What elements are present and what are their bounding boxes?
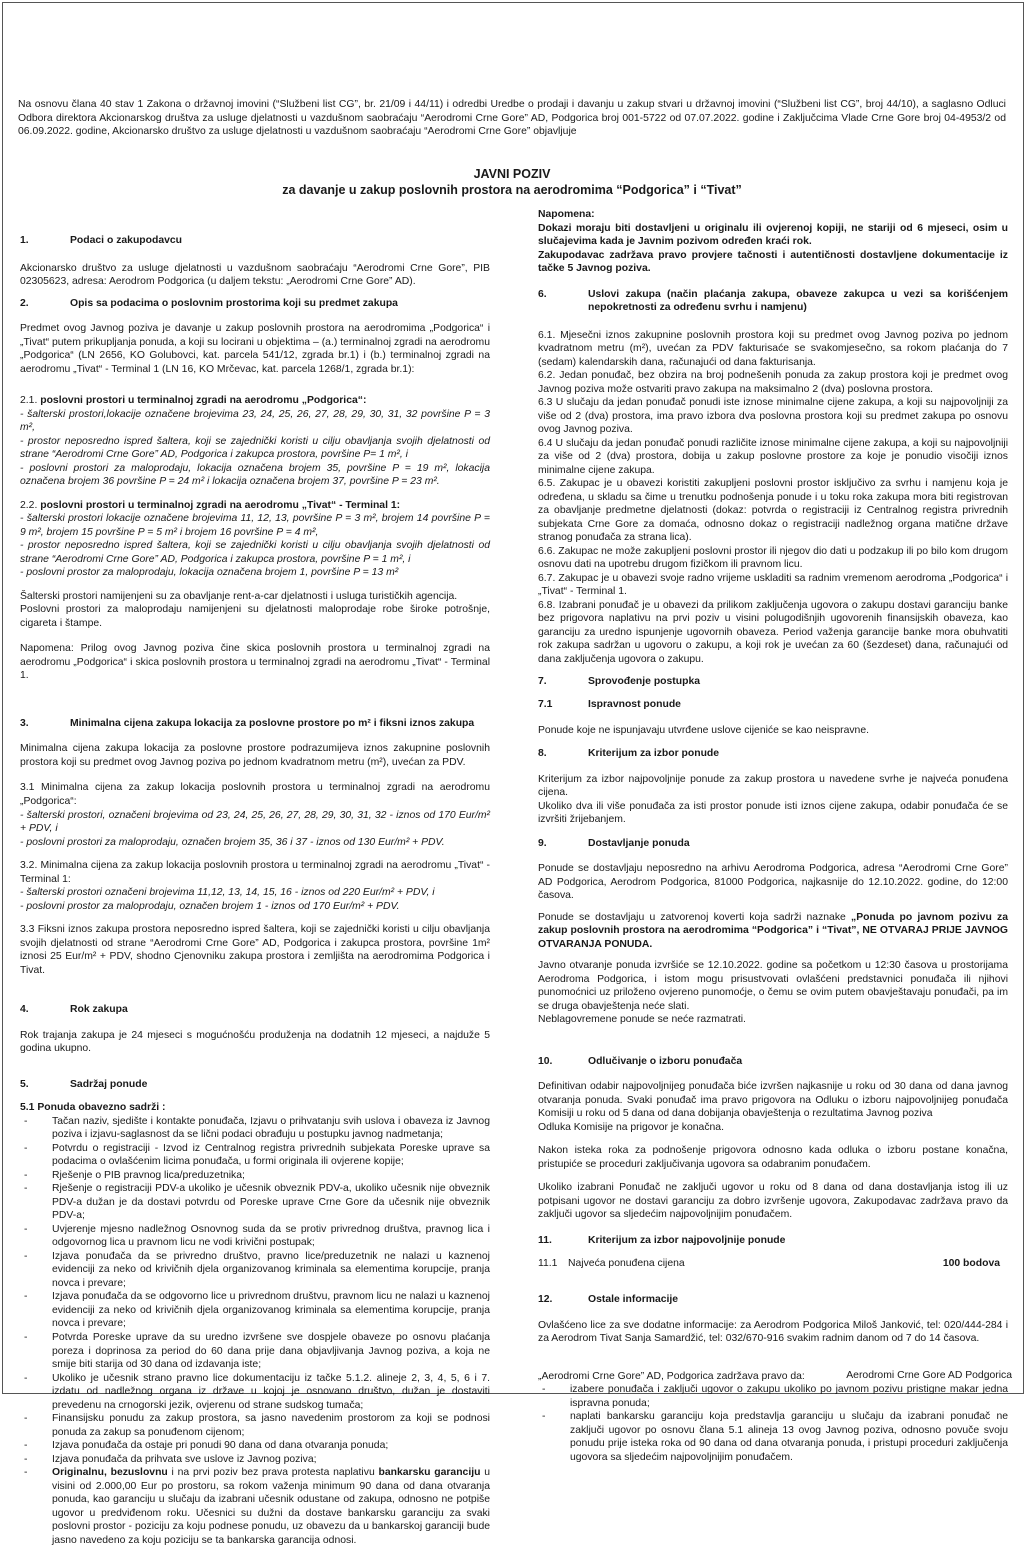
list-item — [538, 1383, 1008, 1410]
section-6-list — [538, 329, 1008, 667]
list-dash: - — [24, 1372, 28, 1384]
list-item-text: Rješenje o PIB pravnog lica/preduzetnika; — [52, 1169, 245, 1181]
criteria-number: 11.1 — [538, 1258, 558, 1270]
list-dash: - — [24, 1332, 28, 1343]
section-2-napomena: Napomena: Prilog ovog Javnog poziva čine skica poslovnih prostora u terminalnoj zgradi na aerodromu „Podgorica“ i skica poslovnih prostora u terminalnoj zgradi na aerodromu „Tivat“ - Terminal 1. — [20, 643, 490, 682]
list-item-text: Finansijsku ponudu za zakup prostora, sa jasno navedenim prostorom za koji se podnosi ponuda za zakup sa ponuđenom cijenom; — [52, 1413, 490, 1438]
title-block — [18, 166, 1006, 199]
list-item-text: Izjava ponuđača da ostaje pri ponudi 90 dana od dana otvaranja ponuda; — [52, 1440, 389, 1452]
section-title: Odlučivanje o izboru ponuđača — [588, 1055, 743, 1067]
list-dash: - — [24, 1169, 28, 1181]
signature: Aerodromi Crne Gore AD Podgorica — [846, 1370, 1012, 1381]
criteria-row — [538, 1257, 1008, 1271]
condition-item: 6.3 U slučaju da jedan ponuđač ponudi iste iznose minimalne cijene zakupa, a koji su najpovoljniji za više od 2 (dva) prostora, ima pravo izbora dva poslovna prostora koji su predmet zakupa po osnovu ovog Javnog poziva. — [538, 397, 1008, 436]
section-number: 11. — [538, 1234, 552, 1246]
list-item-text: Izjava ponuđača da se odgovorno lice u privrednom društvu, pravnom licu ne nalazi u kaznenoj evidenciji za neko od krivičnih djela organizovanog kriminala sa elementima korupcije, pranja novca i prevare; — [52, 1291, 490, 1330]
list-line: - prostor neposredno ispred šaltera, koji se zajednički koristi u cilju obavljanja svojih djelatnosti od strane “Aerodromi Crne Gore” AD, Podgorica i zakupca prostora, površine P= 1 m², i — [20, 435, 490, 461]
list-line: - poslovni prostori za maloprodaju, označen brojem 35, 36 i 37 - iznos od 130 Eur/m² + PDV. — [20, 836, 445, 848]
subsection-heading: 3.1 Minimalna cijena za zakup lokacija poslovnih prostora u terminalnoj zgradi na aerodromu „Podgorica“: — [20, 782, 490, 807]
list-dash: - — [24, 1453, 28, 1465]
list-line: - poslovni prostor za maloprodaju, označen brojem 1 - iznos od 170 Eur/m² + PDV. — [20, 900, 400, 912]
list-line: - prostor neposredno ispred šaltera, koji se zajednički koristi u cilju obavljanja svojih djelatnosti od strane “Aerodromi Crne Gore” AD, Podgorica i zakupca prostora, površine P = 1 m², i — [20, 540, 490, 565]
section-3-text: Minimalna cijena zakupa lokacija za poslovne prostore podrazumijeva iznos zakupnine poslovnih prostora koji su predmet ovog Javnog poziva po jednom kvadratnom metru (m²), uvećan za PDV. — [20, 743, 490, 768]
section-4-text: Rok trajanja zakupa je 24 mjeseci s mogućnošću produženja na dodatnih 12 mjeseci, a najduže 5 godina ukupno. — [20, 1029, 490, 1055]
section-number: 8. — [538, 748, 547, 760]
section-2-note-1: Šalterski prostori namijenjeni su za obavljanje rent-a-car djelatnosti i usluga turističkih agencija. — [20, 590, 458, 602]
section-8-heading — [538, 747, 1008, 761]
section-number: 1. — [20, 235, 29, 246]
section-1-text: Akcionarsko društvo za usluge djelatnosti u vazdušnom saobraćaju “Aerodromi Crne Gore”, PIB 02305623, adresa: Aerodrom Podgorica (u daljem tekstu: „Aerodromi Crne Gore” AD). — [20, 262, 490, 288]
list-item-text: Potvrdu o registraciji - Izvod iz Centralnog registra privrednih subjekata Poreske uprave sa podacima o ovlašćenim licima ponuđača, u formi originala ili ovjerene kopije; — [52, 1142, 490, 1168]
list-item-text: izabere ponuđača i zaključi ugovor o zakupu ukoliko po javnom pozivu pristigne makar jedna ispravna ponuda; — [570, 1384, 1008, 1409]
section-9-text: Neblagovremene ponude se neće razmatrati. — [538, 1014, 746, 1026]
section-number: 2. — [20, 297, 29, 309]
subsection-5-1-title: 5.1 Ponuda obavezno sadrži : — [20, 1102, 166, 1114]
left-column — [20, 208, 490, 1553]
napomena-text: Dokazi moraju biti dostavljeni u originalu ili ovjerenoj kopiji, ne stariji od 6 mjeseci, osim u slučajevima kada je Javnim pozivom određen kraći rok. — [538, 222, 1008, 248]
section-2-1 — [20, 394, 490, 489]
list-item — [20, 1453, 490, 1467]
section-9-text: Ponude se dostavljaju neposredno na arhivu Aerodroma Podgorica, adresa “Aerodromi Crne Gore” AD Podgorica, Aerodrom Podgorica, 81000 Podgorica, najkasnije do 12.10.2022. godine, do 12:00 časova. — [538, 863, 1008, 902]
condition-item: 6.8. Izabrani ponuđač je u obavezi da prilikom zaključenja ugovora o zakupu dostavi garanciju banke bez prigovora naplativu na prvi poziv u visini polugodišnjih ugovorenih finansijskih obaveza, kao garanciju za uredno ispunjenje ugovornih obaveza. Period važenja garancije banke mora obuhvatiti rok zakupa sadržan u ugovoru o zakupu, a koji rok je uvećan za 60 (šezdeset) dana, računajući od dana zaključenja ugovora o zakupu. — [538, 599, 1008, 665]
section-1-heading — [20, 234, 490, 248]
criteria-points: 100 bodova — [942, 1258, 1000, 1270]
list-line: - poslovni prostor za maloprodaju, lokacija označena brojem 1, površine P = 13 m² — [20, 567, 399, 579]
section-5-heading — [20, 1078, 490, 1092]
section-number: 4. — [20, 1004, 29, 1016]
list-item-text: Rješenje o registraciji PDV-a ukoliko je učesnik obveznik PDV-a, ukoliko učesnik nije obveznik PDV-a dužan je da dostavi potvrdu od Poreske uprave Crne Gore da učesnik nije obveznik PDV-a; — [52, 1183, 490, 1222]
list-item — [20, 1182, 490, 1223]
list-item-text: Tačan naziv, sjedište i kontakte ponuđača, Izjavu o prihvatanju svih uslova i obaveza iz Javnog poziva i izjavu-saglasnost da se lični podaci obrađuju u postupku javnog nadmetanja; — [52, 1115, 490, 1141]
section-title: Ispravnost ponude — [588, 699, 681, 711]
list-dash: - — [24, 1413, 28, 1425]
list-item — [20, 1223, 490, 1250]
napomena-text: Zakupodavac zadržava pravo provjere tačnosti i autentičnosti dostavljene dokumentacije iz tačke 5 Javnog poziva. — [538, 249, 1008, 275]
list-line: - poslovni prostori za maloprodaju, lokacija označena brojem 35, površine P = 19 m², lokacija označena brojem 36 površine P = 24 m² i lokacija označena brojem 37, površine P = 23 m². — [20, 462, 490, 488]
section-9-text — [538, 911, 1008, 952]
section-8-text: Kriterijum za izbor najpovoljnije ponude za zakup prostora u navedene svrhe je najveća ponuđena cijena. — [538, 773, 1008, 799]
emphasis: Originalnu, bezuslovnu — [52, 1467, 168, 1479]
section-title: Minimalna cijena zakupa lokacija za poslovne prostore po m² i fiksni iznos zakupa — [70, 717, 475, 729]
text: u visini od 2.000,00 Eur po prostoru, sa rokom važenja minimum 90 dana od dana otvaranja ponuda, kao garanciju u slučaju da izabrani učesnik odustane od zakupa, odnosno ne potpiše ugovor u predviđenom roku. Učesnici su dužni da dostave bankarsku garanciju za svaki poslovni prostor - poziciju za koju podnese ponudu, uz obavezu da u bankarskoj garanciji bude jasno navedeno za koju poziciju se ta bankarska garancija odnosi. — [52, 1467, 491, 1546]
section-title: Podaci o zakupodavcu — [70, 235, 183, 246]
section-number: 3. — [20, 717, 29, 729]
emphasis: bankarsku garanciju — [378, 1467, 481, 1479]
list-dash: - — [24, 1223, 28, 1235]
list-dash: - — [542, 1384, 546, 1396]
section-5-1-list — [20, 1115, 490, 1466]
section-9-heading — [538, 837, 1008, 851]
section-title: Rok zakupa — [70, 1004, 128, 1016]
section-10-text: Nakon isteka roka za podnošenje prigovora odnosno kada odluka o izboru postane konačna, pristupiće se proceduri zaključivanja ugovora sa odabranim ponuđačem. — [538, 1145, 1008, 1170]
list-dash: - — [24, 1467, 28, 1479]
list-item — [20, 1439, 490, 1453]
list-line: - šalterski prostori,lokacije označene brojevima 23, 24, 25, 26, 27, 28, 29, 30, 31, 32 površine P = 3 m², — [20, 408, 490, 434]
subsection-title: poslovni prostori u terminalnoj zgradi na aerodromu „Podgorica“: — [40, 395, 367, 407]
section-number: 10. — [538, 1055, 553, 1067]
section-title: Opis sa podacima o poslovnim prostorima koji su predmet zakupa — [70, 297, 398, 309]
section-title: Dostavljanje ponuda — [588, 837, 690, 849]
document-title: JAVNI POZIV — [473, 167, 551, 181]
section-7-1-text: Ponude koje ne ispunjavaju utvrđene uslove cijeniće se kao neispravne. — [538, 724, 869, 736]
emphasis: „Ponuda po javnom pozivu za zakup poslovnih prostora na aerodromima “Podgorica” i “Tivat”, NE OTVARAJ PRIJE JAVNOG OTVARANJA PONUDA. — [538, 911, 1008, 950]
section-title: Sadržaj ponude — [70, 1078, 148, 1090]
list-item — [20, 1250, 490, 1291]
section-12-list — [538, 1383, 1008, 1464]
section-2-text: Predmet ovog Javnog poziva je davanje u zakup poslovnih prostora na aerodromima „Podgorica“ i „Tivat“ putem prikupljanja ponuda, a koji su locirani u objektima – (a.) terminalnoj zgradi na aerodromu „Podgorica“ (LN 2656, KO Golubovci, kat. parcela 541/12, zgrada br.1) i (b.) terminalnoj zgradi na aerodromu „Tivat“ - Terminal 1 (LN 16, KO Mrčevac, kat. parcela 1268/1, zgrada br.1): — [20, 323, 490, 375]
condition-item: 6.2. Jedan ponuđač, bez obzira na broj podnešenih ponuda za zakup prostora koji je predmet ovog Javnog poziva može ostvariti pravo zakupa na maksimalno 2 (dva) poslovna prostora. — [538, 370, 1008, 395]
section-10-heading — [538, 1055, 1008, 1069]
condition-item: 6.7. Zakupac je u obavezi svoje radno vrijeme uskladiti sa radnim vremenom aerodroma „Podgorica“ i „Tivat“ - Terminal 1. — [538, 572, 1008, 598]
condition-item: 6.4 U slučaju da jedan ponuđač ponudi različite iznose minimalne cijene zakupa, a koji su najpovoljniji za više od 2 (dva) prostora, dobija u zakup poslovne prostore za koje je ponudio visočiji iznos minimalne cijene zakupa. — [538, 437, 1008, 476]
list-item — [20, 1331, 490, 1372]
section-title: Sprovođenje postupka — [588, 675, 701, 687]
text: Ponude se dostavljaju u zatvorenoj koverti koja sadrži naznake — [538, 911, 851, 923]
subsection-number: 2.2. — [20, 499, 41, 511]
list-line: - šalterski prostori, označeni brojevima od 23, 24, 25, 26, 27, 28, 29, 30, 31, 32 - iznos od 170 Eur/m² + PDV, i — [20, 809, 490, 835]
section-2-heading — [20, 297, 490, 311]
section-number: 12. — [538, 1294, 553, 1305]
section-3-2 — [20, 859, 490, 913]
list-dash: - — [542, 1411, 546, 1423]
criteria-label: Najveća ponuđena cijena — [568, 1258, 685, 1270]
napomena-title: Napomena: — [538, 209, 595, 220]
list-item — [20, 1412, 490, 1439]
list-line: - šalterski prostori označeni brojevima 11,12, 13, 14, 15, 16 - iznos od 220 Eur/m² + PDV, i — [20, 887, 435, 899]
list-dash: - — [24, 1250, 28, 1262]
list-item-text: Potvrda Poreske uprave da su uredno izvršene sve dospjele obaveze po osnovu plaćanja poreza i doprinosa za period do 60 dana prije dana objavljivanja Javnog poziva, a koja ne smije biti starija od 30 dana od izdavanja iste; — [52, 1332, 490, 1371]
section-number: 7. — [538, 675, 547, 687]
section-12-text: Ovlašćeno lice za sve dodatne informacije: za Aerodrom Podgorica Miloš Janković, tel: 020/444-284 i za Aerodrom Tivat Sanja Samardžić, tel: 032/670-916 svakim radnim danom od 7 do 14 časova. — [538, 1319, 1008, 1345]
section-10-text: Definitivan odabir najpovoljnijeg ponuđača biće izvršen najkasnije u roku od 30 dana od dana javnog otvaranja ponuda. Svaki ponuđač ima pravo prigovora na Odluku o izboru najpovoljnijeg ponuđača Komisiji u roku od 5 dana od dana dobijanja obavještenja o rezultatima Javnog poziva — [538, 1081, 1008, 1120]
section-12-heading — [538, 1293, 1008, 1307]
section-7-1-heading — [538, 698, 1008, 712]
list-line: - šalterski prostori lokacije označene brojevima 11, 12, 13, površine P = 3 m², brojem 14 površine P = 9 m², brojem 15 površine P = 5 m² i brojem 16 površine P = 4 m², — [20, 513, 490, 538]
list-item — [20, 1115, 490, 1142]
section-title: Kriterijum za izbor najpovoljnije ponude — [588, 1234, 786, 1246]
list-dash: - — [24, 1440, 28, 1452]
list-item — [20, 1142, 490, 1169]
condition-item: 6.6. Zakupac ne može zakupljeni poslovni prostor ili njegov dio dati u podzakup ili po bilo kom drugom osnovu dati na upotrebu drugom fizičkom ili pravnom licu. — [538, 545, 1008, 571]
list-dash: - — [24, 1291, 28, 1303]
list-item-text: Ukoliko je učesnik strano pravno lice dokumentaciju iz tačke 5.1.2. alineje 2, 3, 4, 5, 6 i 7. izdatu od nadležnog organa iz države u kojoj je osnovano društvo, dužan je dostaviti prevedenu na crnogorski jezik, ovjerenu od strane sudskog tumača; — [52, 1372, 490, 1411]
section-number: 5. — [20, 1078, 29, 1090]
condition-item: 6.1. Mjesečni iznos zakupnine poslovnih prostora koji su predmet ovog Javnog poziva po jednom kvadratnom metru (m²), uvećan za PDV fakturisaće se svakomjesečno, sa rokom plaćanja do 7 (sedam) kalendarskih dana, računajući od dana fakturisanja. — [538, 329, 1008, 368]
intro-paragraph: Na osnovu člana 40 stav 1 Zakona o državnoj imovini (“Službeni list CG”, br. 21/09 i 44/11) i odredbi Uredbe o prodaji i davanju u zakup stvari u državnoj imovini (“Službeni list CG”, broj 44/10), a saglasno Odluci Odbora direktora Akcionarskog društva za usluge djelatnosti u vazdušnom saobraćaju “Aerodromi Crne Gore” AD, Podgorica broj 001-5722 od 07.07.2022. godine i Zaključcima Vlade Crne Gore broj 04-4953/2 od 06.09.2022. godine, Akcionarsko društvo za usluge djelatnosti u vazdušnom saobraćaju “Aerodromi Crne Gore” objavljuje — [18, 99, 1006, 138]
section-4-heading — [20, 1003, 490, 1017]
section-title: Kriterijum za izbor ponude — [588, 748, 720, 760]
section-number: 9. — [538, 837, 547, 849]
list-item — [538, 1410, 1008, 1464]
section-3-1 — [20, 781, 490, 849]
list-item — [20, 1169, 490, 1183]
section-number: 7.1 — [538, 699, 553, 711]
section-7-heading — [538, 675, 1008, 689]
subsection-number: 2.1. — [20, 395, 41, 407]
section-12-rights: „Aerodromi Crne Gore” AD, Podgorica zadržava pravo da: — [538, 1370, 805, 1382]
list-dash: - — [24, 1115, 28, 1127]
document-subtitle: za davanje u zakup poslovnih prostora na aerodromima “Podgorica” i “Tivat” — [282, 183, 742, 198]
list-item-text: Uvjerenje mjesno nadležnog Osnovnog suda da se protiv privrednog društva, pravnog lica i odgovornog lica u pravnom licu ne vodi krivični postupak; — [52, 1223, 490, 1249]
section-title: Uslovi zakupa (način plaćanja zakupa, obaveze zakupca u vezi sa korišćenjem nepokretnosti za određenu svrhu i namjenu) — [588, 288, 1008, 314]
section-10-text: Ukoliko izabrani Ponuđač ne zaključi ugovor u roku od 8 dana od dana dostavljanja istog ili uz potpisani ugovor ne dostavi garanciju za dobro izvršenje ugovora, Zakupodavac zadržava pravo da zaključi ugovor sa sljedećim najpovoljnijim ponuđačem. — [538, 1182, 1008, 1221]
condition-item: 6.5. Zakupac je u obavezi koristiti zakupljeni poslovni prostor isključivo za svrhu i namjenu koja je određena, u skladu sa čime u trenutku podnošenja ponude i u toku roka zakupa mora biti registrovan za obavljanje predmetne djelatnosti (dokaz: potvrda o registraciji iz Centralnog registra privrednih subjekata Crne Gore za domaća, odnosno dokaz o registraciji nadležnog organa matične države stranog ponuđača za strana lica). — [538, 478, 1008, 544]
right-column — [538, 208, 1008, 1470]
section-11-heading — [538, 1234, 1008, 1248]
list-dash: - — [24, 1142, 28, 1154]
section-title: Ostale informacije — [588, 1294, 679, 1305]
section-5-1-list-last — [20, 1466, 490, 1547]
section-3-3: 3.3 Fiksni iznos zakupa prostora neposredno ispred šaltera, koji se zajednički koristi u cilju obavljanja svojih djelatnosti od strane “Aerodromi Crne Gore” AD, Podgorica i zakupca prostora, površine 1m² iznosi 25 Eur/m² + PDV, shodno Cjenovniku zakupa prostora i zemljišta na aerodromima Podgorica i Tivat. — [20, 924, 490, 976]
section-3-heading — [20, 717, 490, 731]
text: i na prvi poziv bez prava protesta naplativu — [167, 1467, 379, 1479]
section-2-note-2: Poslovni prostori za maloprodaju namijenjeni su djelatnosti maloprodaje robe široke potrošnje, cigareta i štampe. — [20, 604, 490, 629]
list-dash: - — [24, 1183, 28, 1195]
list-item — [20, 1372, 490, 1413]
section-2-2 — [20, 499, 490, 580]
subsection-heading: 3.2. Minimalna cijena za zakup lokacija poslovnih prostora u terminalnoj zgradi na aerodromu „Tivat“ -Terminal 1: — [20, 860, 490, 885]
list-item-text: Izjava ponuđača da prihvata sve uslove iz Javnog poziva; — [52, 1453, 317, 1465]
section-6-heading — [538, 288, 1008, 315]
list-item-text: naplati bankarsku garanciju koja predstavlja garanciju u slučaju da izabrani ponuđač ne zaključi ugovor po osnovu člana 5.1 alineja 13 ovog Javnog poziva, odnosno povuče svoju ponudu prije isteka roka od 90 dana od dana otvaranja ponuda, i pristupi proceduri zaključenja ugovora sa sljedećim najpovoljnijim ponuđačem. — [570, 1411, 1008, 1463]
section-8-text: Ukoliko dva ili više ponuđača za isti prostor ponude isti iznos cijene zakupa, odabir ponuđača će se izvršiti žrijebanjem. — [538, 800, 1008, 826]
list-item — [20, 1290, 490, 1331]
section-number: 6. — [538, 288, 547, 300]
subsection-title: poslovni prostori u terminalnoj zgradi na aerodromu „Tivat“ - Terminal 1: — [40, 499, 401, 511]
section-10-text: Odluka Komisije na prigovor je konačna. — [538, 1121, 724, 1133]
list-item-text: Izjava ponuđača da se privredno društvo, pravno lice/preduzetnik ne nalazi u kaznenoj evidenciji za neko od krivičnih djela organizovanog kriminala sa elementima korupcije, pranja novca i prevare; — [52, 1250, 490, 1289]
section-9-text: Javno otvaranje ponuda izvršiće se 12.10.2022. godine sa početkom u 12:30 časova u prostorijama Aerodroma Podgorica, i istom mogu prisustvovati ovlašćeni predstavnici ponuđača ili njihovi punomoćnici uz priloženo ovjereno punomoćje, o čemu se ovim putem obavještavaju ponuđači, pa im se druga obavještenja neće slati. — [538, 960, 1008, 1012]
list-item — [20, 1466, 490, 1547]
